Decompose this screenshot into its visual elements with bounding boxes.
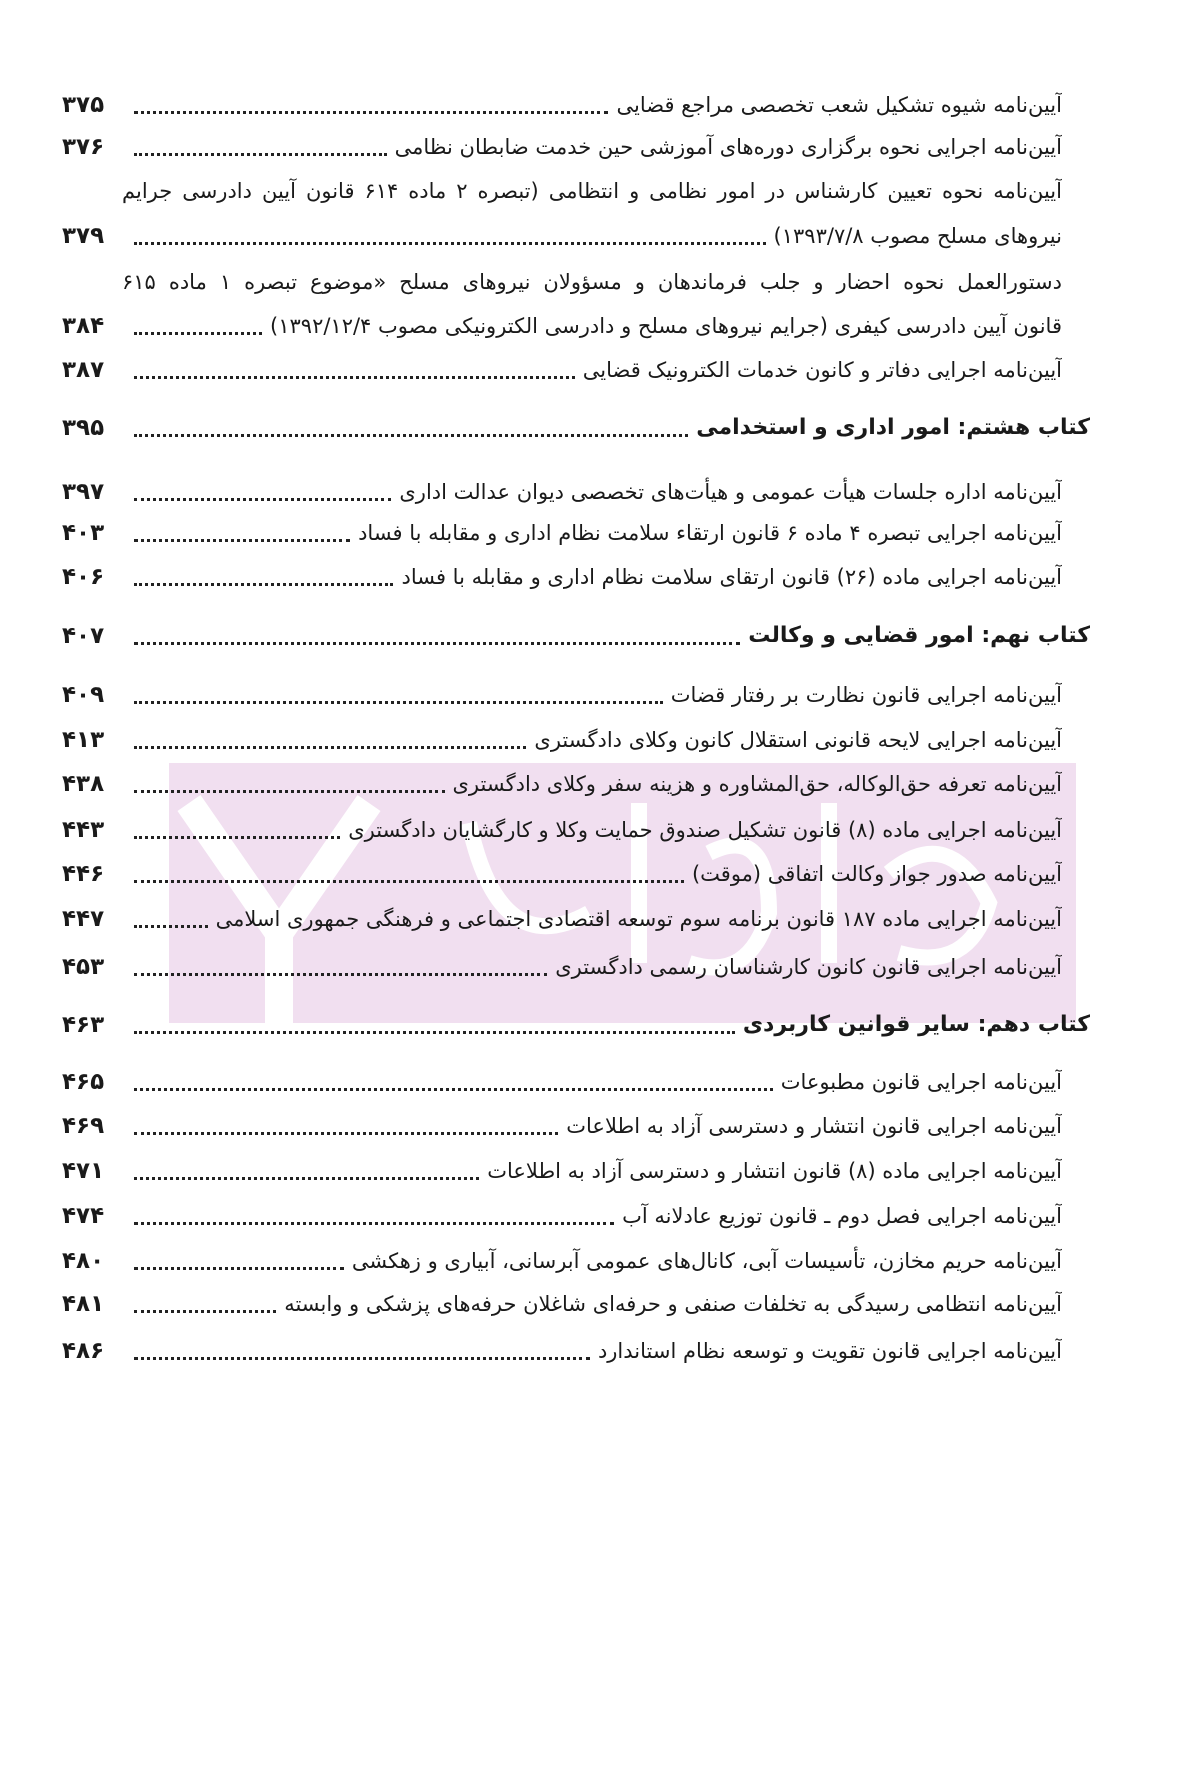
entry-title: آیین‌نامه صدور جواز وکالت اتفاقی (موقت) [691,862,1062,886]
toc-entry [122,171,1062,211]
toc-entry [62,127,1062,167]
page-number: ۴۰۹ [62,682,105,708]
page-number: ۴۸۰ [62,1248,105,1274]
dot-leader [134,1267,344,1270]
entry-title: آیین‌نامه انتظامی رسیدگی به تخلفات صنفی و حرفه‌ای شاغلان حرفه‌های پزشکی و وابسته [284,1292,1062,1316]
entry-title: آیین‌نامه اجرایی نحوه برگزاری دوره‌های آموزشی حین خدمت ضابطان نظامی [394,135,1062,159]
entry-title: آیین‌نامه حریم مخازن، تأسیسات آبی، کانال‌های عمومی آبرسانی، آبیاری و زهکشی [351,1249,1062,1273]
heading-title: کتاب دهم: سایر قوانین کاربردی [742,1012,1090,1037]
page-number: ۴۵۳ [62,954,105,980]
dot-leader [134,242,766,245]
dot-leader [134,701,663,704]
dot-leader [134,1310,276,1313]
toc-entry [62,720,1062,760]
page-number: ۴۶۳ [62,1012,105,1038]
dot-leader [134,498,391,501]
dot-leader [134,1031,735,1034]
entry-title: آیین‌نامه اجرایی لایحه قانونی استقلال کانون وکلای دادگستری [534,728,1062,752]
toc-entry [62,513,1062,553]
page-number: ۳۷۶ [62,134,105,160]
toc-heading [62,1005,1090,1045]
entry-title: آیین‌نامه اجرایی ماده (۸) قانون انتشار و دسترسی آزاد به اطلاعات [487,1159,1062,1183]
entry-title: آیین‌نامه اجرایی قانون تقویت و توسعه نظام استاندارد [597,1339,1062,1363]
page-number: ۴۱۳ [62,727,105,753]
toc-entry [62,1284,1062,1324]
dot-leader [134,642,740,645]
dot-leader [134,1177,479,1180]
dot-leader [134,111,608,114]
toc-entry [62,306,1062,346]
dot-leader [134,790,445,793]
dot-leader [134,434,688,437]
entry-title: نیروهای مسلح مصوب ۱۳۹۳/۷/۸) [773,224,1062,248]
toc-entry [62,1196,1062,1236]
page-number: ۴۴۷ [62,906,105,932]
heading-title: کتاب هشتم: امور اداری و استخدامی [696,415,1090,440]
toc-entry [62,764,1062,804]
page-number: ۴۴۶ [62,861,105,887]
page-number: ۴۷۴ [62,1203,105,1229]
dot-leader [134,925,208,928]
dot-leader [134,376,575,379]
toc-heading [62,408,1090,448]
page-number: ۴۰۶ [62,564,105,590]
entry-title: آیین‌نامه اجرایی دفاتر و کانون خدمات الکترونیک قضایی [582,358,1062,382]
dot-leader [134,583,393,586]
entry-title: آیین‌نامه اجرایی ماده (۸) قانون تشکیل صندوق حمایت وکلا و کارگشایان دادگستری [348,818,1062,842]
entry-title: آیین‌نامه اجرایی ماده ۱۸۷ قانون برنامه سوم توسعه اقتصادی اجتماعی و فرهنگی جمهوری اسلامی [215,907,1062,931]
page-number: ۳۸۴ [62,313,105,339]
toc-entry [62,1151,1062,1191]
dot-leader [134,746,526,749]
page-number: ۴۰۳ [62,520,105,546]
toc-entry [62,1241,1062,1281]
toc-entry [62,472,1062,512]
page-number: ۴۷۱ [62,1158,105,1184]
page-number: ۴۰۷ [62,623,105,649]
page-number: ۴۳۸ [62,771,105,797]
dot-leader [134,1088,773,1091]
page-number: ۴۶۹ [62,1113,105,1139]
toc-entry [62,1062,1062,1102]
entry-title: آیین‌نامه اداره جلسات هیأت عمومی و هیأت‌های تخصصی دیوان عدالت اداری [399,480,1062,504]
dot-leader [134,153,387,156]
toc-entry [62,947,1062,987]
toc-entry [62,810,1062,850]
dot-leader [134,973,547,976]
dot-leader [134,880,684,883]
entry-title: آیین‌نامه شیوه تشکیل شعب تخصصی مراجع قضایی [616,93,1062,117]
toc-heading [62,616,1090,656]
toc-entry [62,557,1062,597]
toc-entry [62,350,1062,390]
entry-title: قانون آیین دادرسی کیفری (جرایم نیروهای مسلح و دادرسی الکترونیکی مصوب ۱۳۹۲/۱۲/۴) [270,314,1062,338]
heading-title: کتاب نهم: امور قضایی و وکالت [748,623,1090,648]
page-number: ۳۸۷ [62,357,105,383]
entry-title: آیین‌نامه نحوه تعیین کارشناس در امور نظامی و انتظامی (تبصره ۲ ماده ۶۱۴ قانون آیین دادرسی جرایم [122,179,1062,203]
page-number: ۳۹۵ [62,415,105,441]
toc-entry [62,1331,1062,1371]
toc-entry [122,262,1062,302]
page-number: ۴۸۶ [62,1338,105,1364]
entry-title: آیین‌نامه اجرایی قانون کانون کارشناسان رسمی دادگستری [555,955,1062,979]
entry-title: آیین‌نامه اجرایی قانون مطبوعات [780,1070,1062,1094]
toc-entry [62,85,1062,125]
dot-leader [134,539,350,542]
dot-leader [134,1132,558,1135]
dot-leader [134,1357,590,1360]
toc-entry [62,1106,1062,1146]
dot-leader [134,836,340,839]
entry-title: دستورالعمل نحوه احضار و جلب فرماندهان و مسؤولان نیروهای مسلح «موضوع تبصره ۱ ماده ۶۱۵ [122,270,1062,294]
page-number: ۴۸۱ [62,1291,105,1317]
entry-title: آیین‌نامه اجرایی قانون انتشار و دسترسی آزاد به اطلاعات [566,1114,1062,1138]
page-number: ۴۶۵ [62,1069,105,1095]
entry-title: آیین‌نامه اجرایی فصل دوم ـ قانون توزیع عادلانه آب [622,1204,1062,1228]
toc-entry [62,854,1062,894]
page-number: ۳۹۷ [62,479,105,505]
entry-title: آیین‌نامه اجرایی قانون نظارت بر رفتار قضات [670,683,1062,707]
toc-entry [62,216,1062,256]
page-number: ۴۴۳ [62,817,105,843]
dot-leader [134,1222,614,1225]
toc-entry [62,675,1062,715]
toc-entry [62,899,1062,939]
page-number: ۳۷۹ [62,223,105,249]
dot-leader [134,332,262,335]
entry-title: آیین‌نامه اجرایی ماده (۲۶) قانون ارتقای سلامت نظام اداری و مقابله با فساد [401,565,1062,589]
page-number: ۳۷۵ [62,92,105,118]
entry-title: آیین‌نامه تعرفه حق‌الوکاله، حق‌المشاوره و هزینه سفر وکلای دادگستری [452,772,1062,796]
entry-title: آیین‌نامه اجرایی تبصره ۴ ماده ۶ قانون ارتقاء سلامت نظام اداری و مقابله با فساد [358,521,1062,545]
